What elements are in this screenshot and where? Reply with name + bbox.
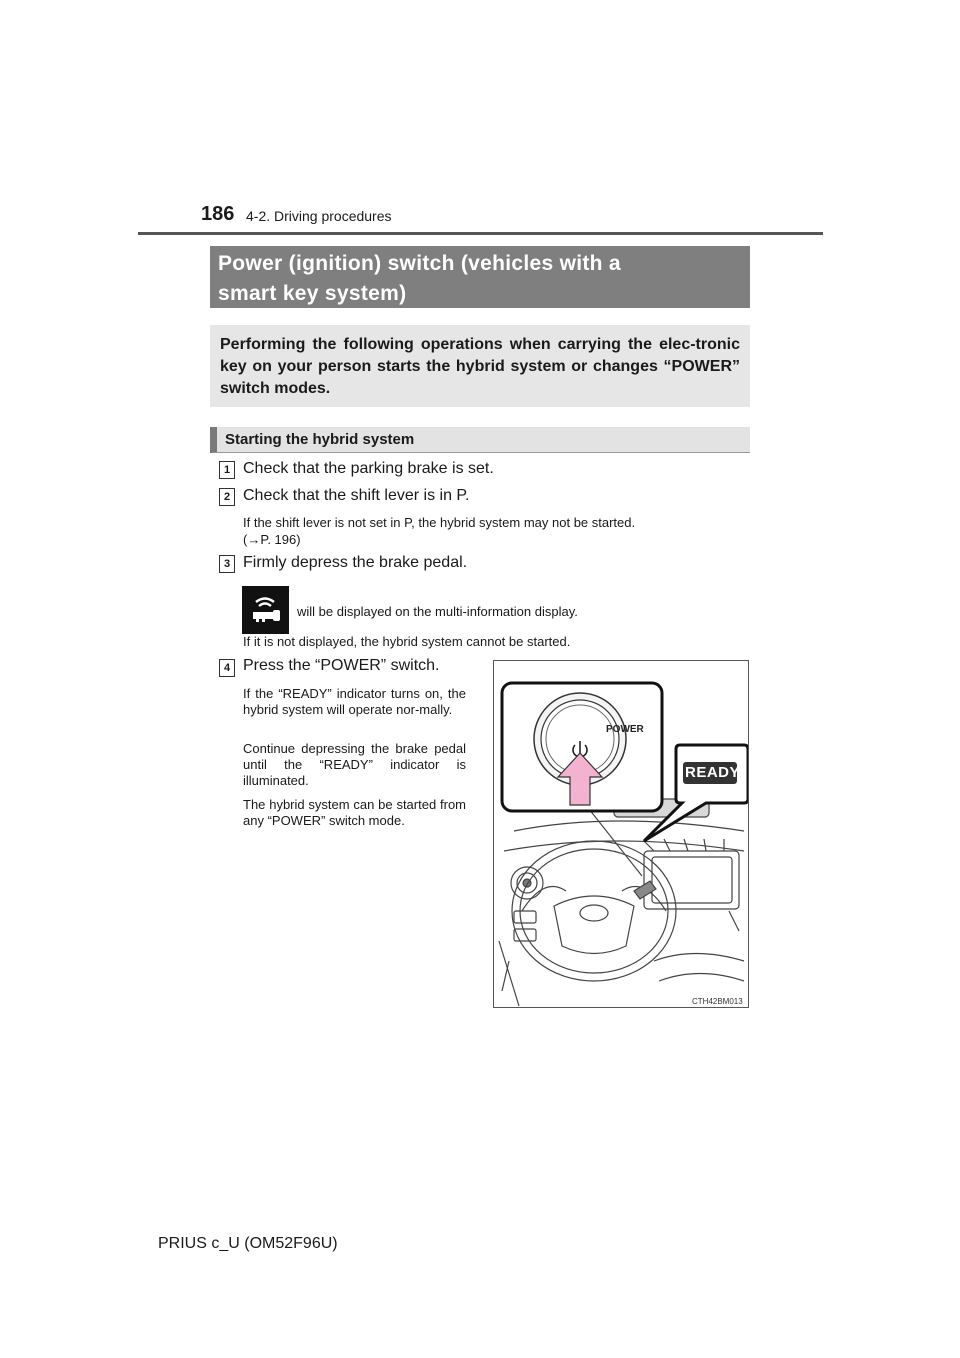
ready-indicator-label: READY: [685, 764, 741, 781]
page-number: 186: [201, 203, 235, 225]
illustration-code: CTH42BM013: [692, 997, 743, 1006]
step-number: 3: [219, 555, 235, 573]
footer-model: PRIUS c_U (OM52F96U): [158, 1235, 338, 1252]
step-text: Check that the parking brake is set.: [243, 460, 494, 477]
page-title-line1: Power (ignition) switch (vehicles with a: [218, 252, 621, 275]
step-number: 1: [219, 461, 235, 479]
step-note: Continue depressing the brake pedal until the “READY” indicator is illuminated.: [243, 741, 466, 788]
page-title-line2: smart key system): [218, 282, 407, 305]
power-switch-illustration: [493, 660, 749, 1008]
step-note: If the shift lever is not set in P, the hybrid system may not be started.: [243, 515, 636, 530]
page-reference: (→P. 196): [243, 532, 301, 547]
section-label: 4-2. Driving procedures: [246, 208, 392, 224]
intro-box: Performing the following operations when carrying the elec-tronic key on your person starts the hybrid system or changes “POWER” switch modes.: [210, 325, 750, 407]
step-note: If the “READY” indicator turns on, the hybrid system will operate nor-mally.: [243, 686, 466, 717]
step-note: If it is not displayed, the hybrid system cannot be started.: [243, 634, 571, 649]
step-text: Firmly depress the brake pedal.: [243, 554, 468, 571]
header-rule: [138, 232, 823, 235]
step-note: The hybrid system can be started from any “POWER” switch mode.: [243, 797, 466, 828]
page-title: [210, 246, 750, 308]
icon-note: will be displayed on the multi-information display.: [297, 604, 578, 619]
step-text: Press the “POWER” switch.: [243, 657, 440, 674]
step-number: 2: [219, 488, 235, 506]
step-text: Check that the shift lever is in P.: [243, 487, 470, 504]
step-number: 4: [219, 659, 235, 677]
power-label: POWER: [606, 724, 644, 735]
smart-key-indicator-icon: [242, 586, 289, 634]
subsection-heading: Starting the hybrid system: [210, 427, 750, 453]
dashboard-drawing: [494, 661, 749, 1008]
